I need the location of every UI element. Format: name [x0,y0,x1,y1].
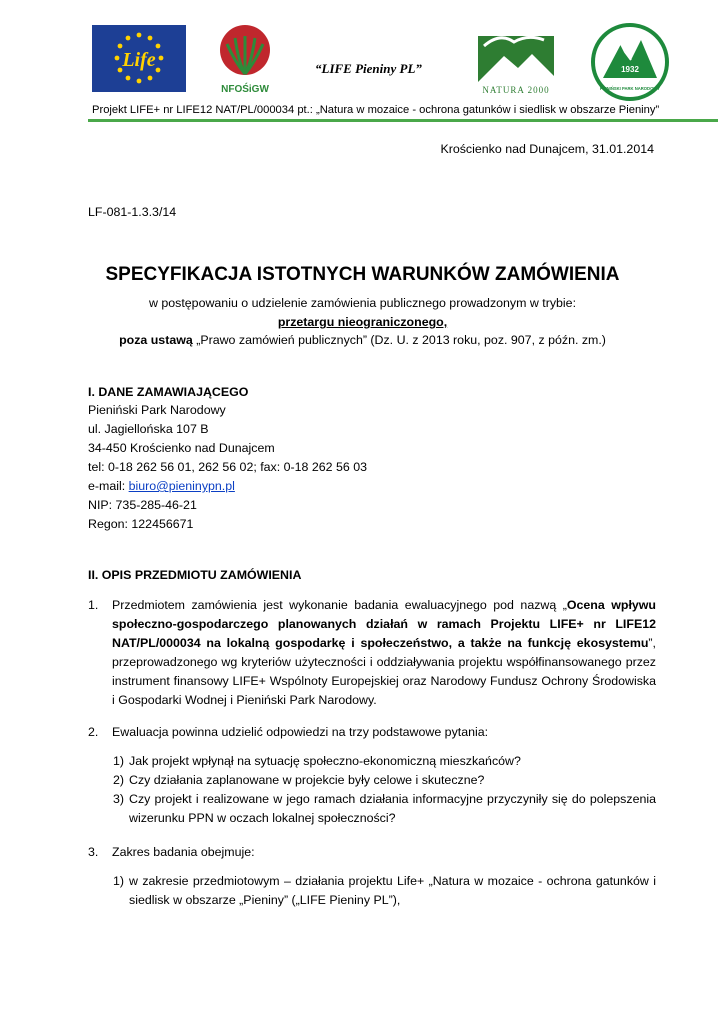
nfosigw-logo-text: NFOŚiGW [221,84,269,95]
item-text: Zakres badania obejmuje: [112,845,255,859]
project-line: Projekt LIFE+ nr LIFE12 NAT/PL/000034 pt.: „Natura w mozaice - ochrona gatunków i siedlisk w obszarze Pieniny” [92,104,660,116]
subtitle-procedure: przetargu nieograniczonego, [277,315,448,329]
item-number: 3. [88,845,99,859]
item-number: 2. [88,725,99,739]
document-title: SPECYFIKACJA ISTOTNYCH WARUNKÓW ZAMÓWIENIA [105,264,620,285]
list-item [88,723,656,742]
item-text: Ewaluacja powinna udzielić odpowiedzi na trzy podstawowe pytania: [112,725,489,739]
ppn-logo-year: 1932 [621,65,639,74]
sub-item-text: Czy działania zaplanowane w projekcie były celowe i skuteczne? [129,773,485,787]
sub-item-number: 3) [113,792,125,806]
item-text-bold: Ocena wpływu społeczno-gospodarczego planowanych działań w ramach Projektu LIFE+ nr LIFE12 NAT/PL/000034 na lokalną gospodarkę i społeczeństwo, a także na funkcję ekosystemu [112,598,656,650]
sub-item-number: 2) [113,773,125,787]
sub-item-number: 1) [113,874,125,888]
natura-2000-logo [474,26,558,96]
sub-list-item [113,872,656,910]
list-item [88,843,656,862]
natura-2000-logo-text: NATURA 2000 [482,85,550,95]
authority-regon: Regon: 122456671 [88,517,194,531]
nfosigw-logo [213,22,277,96]
reference-number: LF-081-1.3.3/14 [88,205,177,219]
authority-city: 34-450 Krościenko nad Dunajcem [88,441,275,455]
page-header [0,0,725,125]
sub-item-text: Jak projekt wpłynął na sytuację społeczno-ekonomiczną mieszkańców? [129,754,521,768]
subtitle-rest: „Prawo zamówień publicznych” (Dz. U. z 2013 roku, poz. 907, z późn. zm.) [192,333,606,347]
list-item [88,596,656,710]
subtitle-bold: poza ustawą [119,333,193,347]
section-1-heading: I. DANE ZAMAWIAJĄCEGO [88,385,249,399]
header-divider [88,119,718,122]
authority-name: Pieniński Park Narodowy [88,403,226,417]
eu-life-logo-text: Life [122,49,156,71]
sub-item-number: 1) [113,754,125,768]
item-text-b: ”, przeprowadzonego wg kryteriów użyteczności i oddziaływania projektu współfinansowanego przez instrument finansowy LIFE+ Wspólnoty Europejskiej oraz Narodowy Fundusz Ochrony Środowiska i Gospodarki Wodnej i Pieniński Park Narodowy. [112,636,656,707]
sub-item-text: w zakresie przedmiotowym – działania projektu Life+ „Natura w mozaice - ochrona gatunków i siedlisk w obszarze „Pieniny” („LIFE Pieniny PL”), [129,874,656,907]
ppn-logo-text: PIENIŃSKI PARK NARODOWY [599,86,661,91]
authority-email-line [88,477,367,496]
ppn-logo [591,20,669,104]
email-label: e-mail: [88,479,129,493]
email-link[interactable]: biuro@pieninypn.pl [128,479,235,493]
sub-item-text: Czy projekt i realizowane w jego ramach działania informacyjne przyczyniły się do polepszenia wizerunku PPN w oczach lokalnej społeczności? [129,792,656,825]
sub-list-item [113,771,656,790]
subtitle-line-3 [0,331,725,350]
project-tagline: “LIFE Pieniny PL” [315,61,422,76]
contracting-authority-details [88,401,367,534]
authority-phone: tel: 0-18 262 56 01, 262 56 02; fax: 0-18 262 56 03 [88,460,368,474]
sub-list-item [113,752,656,771]
item-number: 1. [88,598,99,612]
sub-list-item [113,790,656,828]
place-date: Krościenko nad Dunajcem, 31.01.2014 [440,142,654,156]
eu-life-logo [92,25,186,92]
section-2-heading: II. OPIS PRZEDMIOTU ZAMÓWIENIA [88,568,302,582]
item-text-a: Przedmiotem zamówienia jest wykonanie badania ewaluacyjnego pod nazwą „ [112,598,567,612]
subtitle-line-1: w postępowaniu o udzielenie zamówienia publicznego prowadzonym w trybie: [148,296,577,310]
item-text [112,596,656,710]
authority-street: ul. Jagiellońska 107 B [88,422,209,436]
authority-nip: NIP: 735-285-46-21 [88,498,197,512]
